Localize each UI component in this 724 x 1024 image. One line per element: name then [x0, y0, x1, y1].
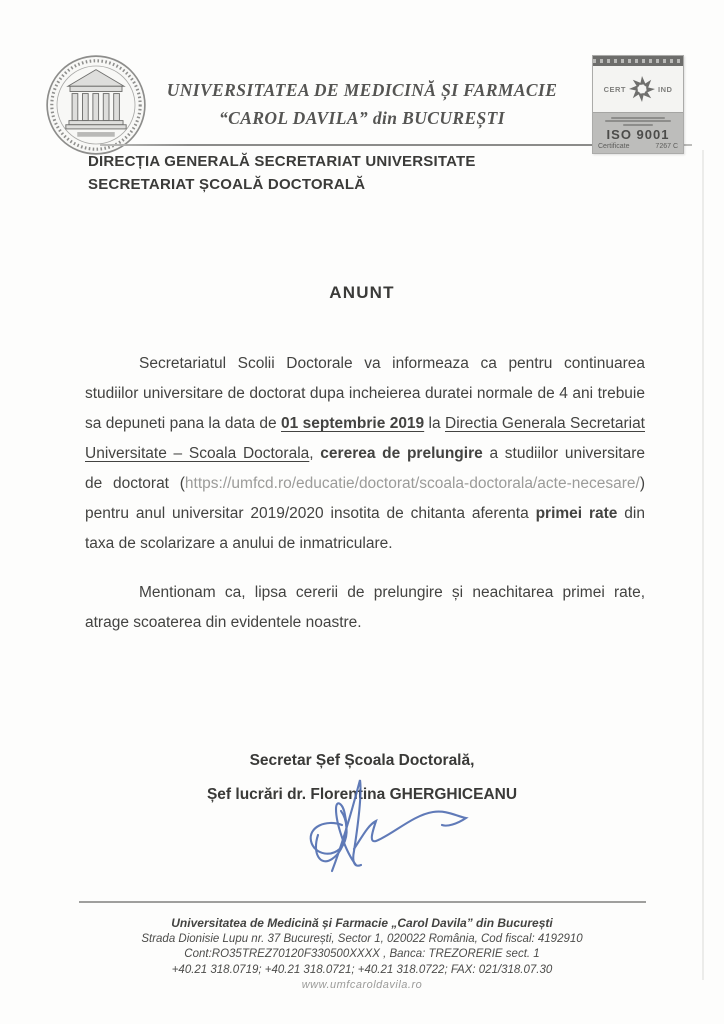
university-seal-icon — [44, 53, 148, 157]
iso-badge-bottom — [593, 112, 683, 153]
handwritten-signature — [296, 777, 481, 882]
department-block — [88, 151, 476, 196]
certind-logo — [593, 66, 683, 112]
signature-name-line: Șef lucrări dr. Florentina GHERGHICEANU — [206, 786, 518, 803]
iso-9001-label: ISO 9001 — [606, 127, 670, 142]
footer-university-name: Universitatea de Medicină și Farmacie „Carol Davila” din București — [171, 916, 553, 930]
deadline-date: 01 septembrie 2019 — [281, 415, 425, 432]
iso-certificate-label: Certificate — [598, 143, 630, 150]
announcement-body — [85, 349, 645, 638]
certind-label-left: CERT — [603, 84, 626, 94]
footer-address: Strada Dionisie Lupu nr. 37 București, Sector 1, 020022 România, Cod fiscal: 4192910 — [141, 932, 583, 945]
department-line2: SECRETARIAT ȘCOALĂ DOCTORALĂ — [88, 175, 366, 193]
iso-smalltext-bar — [611, 117, 665, 119]
extension-request-bold: cererea de prelungire — [320, 445, 483, 462]
iso-certification-badge — [592, 55, 684, 154]
certind-label-right: IND — [658, 84, 673, 94]
footer-phones: +40.21 318.0719; +40.21 318.0721; +40.21 318.0722; FAX: 021/318.07.30 — [171, 963, 553, 976]
footer-bank-account: Cont:RO35TREZ70120F330500XXXX , Banca: TREZORERIE sect. 1 — [184, 948, 540, 960]
text-segment: la — [424, 415, 445, 432]
text-segment: , — [309, 445, 321, 462]
iso-certificate-number: 7267 C — [655, 143, 678, 150]
certind-pinwheel-icon — [627, 74, 657, 104]
university-seal — [44, 53, 148, 157]
paragraph-2: Mentionam ca, lipsa cererii de prelungire și neachitarea primei rate, atrage scoaterea din evidentele noastre. — [85, 584, 645, 631]
footer-divider — [79, 901, 646, 903]
documents-url: https://umfcd.ro/educatie/doctorat/scoala-doctorala/acte-necesare/ — [184, 475, 640, 492]
paragraph-1 — [85, 349, 645, 559]
text-segment: ) pentru anul universitar 2019/2020 insotita de chitanta aferenta — [85, 475, 645, 522]
iso-smalltext-bar — [623, 124, 653, 126]
university-title — [148, 76, 576, 132]
footer-website: www.umfcaroldavila.ro — [301, 979, 423, 991]
iso-badge-top-bar — [593, 56, 683, 66]
announcement-heading: ANUNT — [329, 283, 395, 302]
department-line1: DIRECȚIA GENERALĂ SECRETARIAT UNIVERSITATE — [88, 153, 476, 170]
university-title-line1: UNIVERSITATEA DE MEDICINĂ ȘI FARMACIE — [166, 80, 558, 100]
university-title-line2: “CAROL DAVILA” din BUCUREȘTI — [219, 108, 505, 128]
department-name-underlined: Directia Generala Secretariat Universitate – Scoala Doctorala — [85, 415, 645, 462]
scan-edge-artifact — [702, 150, 704, 980]
text-segment: Secretariatul Scolii Doctorale va informeaza ca pentru continuarea studiilor universitare de doctorat dupa incheierea duratei normale de 4 ani trebuie sa depuneti pana la data de — [85, 355, 645, 432]
iso-smalltext-bar — [605, 120, 671, 122]
signature-title-line: Secretar Șef Școala Doctorală, — [249, 752, 475, 769]
text-segment: din taxa de scolarizare a anului de inmatriculare. — [85, 505, 645, 552]
footer-block — [60, 916, 664, 994]
iso-certificate-line — [596, 143, 680, 150]
first-installment-bold: primei rate — [535, 505, 618, 522]
text-segment: a studiilor universitare de doctorat ( — [85, 445, 645, 492]
